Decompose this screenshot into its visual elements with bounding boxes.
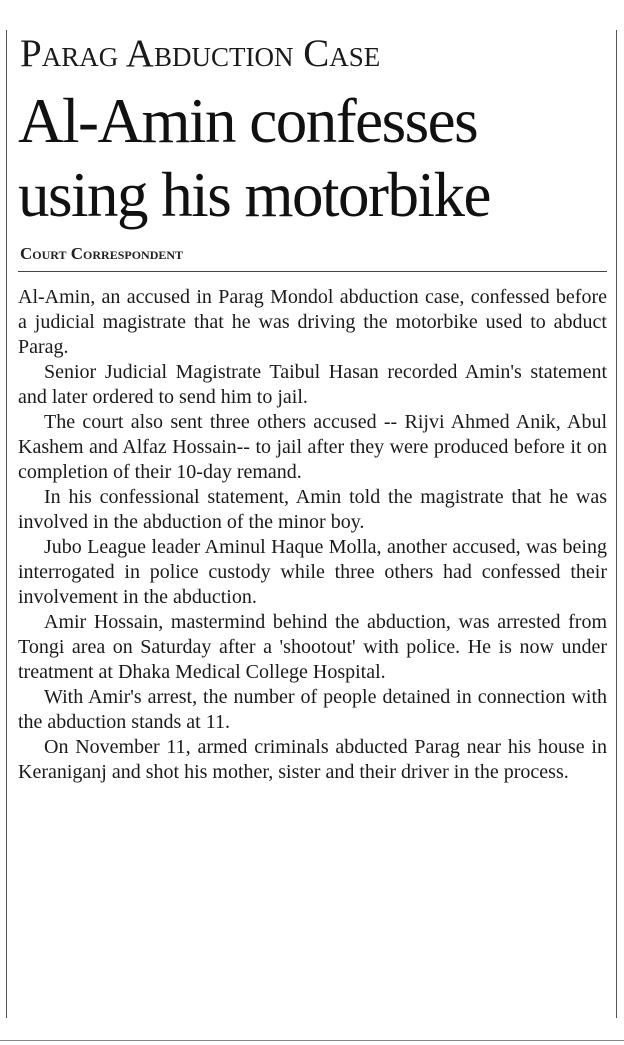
article-paragraph: Jubo League leader Aminul Haque Molla, another accused, was being interrogated in police custody while three others had confessed their involvement in the abduction.: [18, 536, 607, 608]
article-kicker: Parag Abduction Case: [20, 32, 381, 75]
column-rule-left: [6, 30, 7, 1018]
article-body: [18, 285, 607, 785]
article-paragraph: On November 11, armed criminals abducted Parag near his house in Keraniganj and shot his mother, sister and their driver in the process.: [18, 736, 607, 783]
byline-divider: [18, 271, 607, 272]
article-paragraph: Amir Hossain, mastermind behind the abduction, was arrested from Tongi area on Saturday after a 'shootout' with police. He is now under treatment at Dhaka Medical College Hospital.: [18, 611, 607, 683]
article-paragraph: With Amir's arrest, the number of people detained in connection with the abduction stands at 11.: [18, 686, 607, 733]
article-paragraph: The court also sent three others accused -- Rijvi Ahmed Anik, Abul Kashem and Alfaz Hossain-- to jail after they were produced before it on completion of their 10-day remand.: [18, 411, 607, 483]
page-bottom-rule: [0, 1040, 624, 1041]
article-headline: Al-Amin confesses using his motorbike: [18, 86, 490, 230]
article-paragraph: Senior Judicial Magistrate Taibul Hasan recorded Amin's statement and later ordered to send him to jail.: [18, 361, 607, 408]
article-paragraph: In his confessional statement, Amin told the magistrate that he was involved in the abduction of the minor boy.: [18, 486, 607, 533]
article-paragraph: Al-Amin, an accused in Parag Mondol abduction case, confessed before a judicial magistrate that he was driving the motorbike used to abduct Parag.: [18, 286, 607, 358]
article-byline: Court Correspondent: [20, 244, 184, 263]
